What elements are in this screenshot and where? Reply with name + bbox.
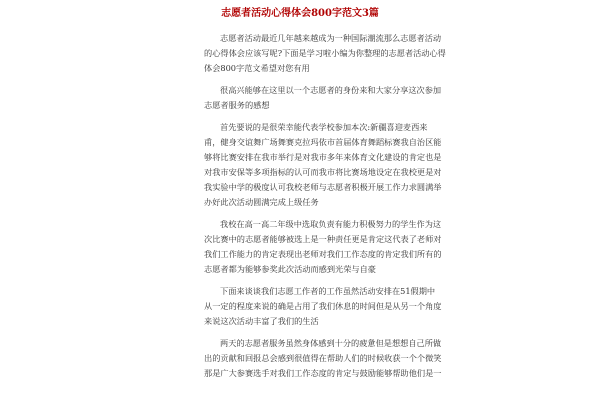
paragraph-work-description (204, 284, 442, 329)
text-line: 甫，健身交谊舞广场舞赛克拉玛依市首届体育舞蹈标赛我自治区能 (204, 137, 442, 147)
paragraph-intro (204, 31, 446, 76)
text-line: 办好此次活动圆满完成上级任务 (204, 197, 319, 207)
document-body (204, 31, 446, 388)
document-title: 志愿者活动心得体会800字范文3篇 (221, 8, 379, 19)
text-line: 从一定的程度来说的确是占用了我们休息的时间但是从另一个角度 (204, 301, 442, 311)
text-line: 两天的志愿者服务虽然身体感到十分的疲惫但是想想自己所做 (220, 338, 442, 348)
text-line: 出的贡献和回报总会感到很值得在帮助人们的时候收获一个个微笑 (204, 353, 442, 363)
paragraph-opening (204, 83, 442, 113)
text-line: 很高兴能够在这里以一个志愿者的身份来和大家分享这次参加 (220, 85, 442, 95)
paragraph-school-representation (204, 120, 442, 210)
text-line: 志愿者服务的感想 (204, 100, 270, 110)
text-line: 来说这次活动丰富了我们的生活 (204, 316, 319, 326)
text-line: 我实验中学的极度认可我校老师与志愿者积极开展工作力求圆满举 (204, 182, 442, 192)
text-line: 体会800字范文希望对您有用 (204, 63, 310, 73)
text-line: 下面来谈谈我们志愿工作者的工作虽然活动安排在51假期中 (220, 286, 436, 296)
text-line: 够将比赛安排在我市举行是对我市多年来体育文化建设的肯定也是 (204, 152, 442, 162)
text-line: 的心得体会应该写呢?下面是学习啦小编为你整理的志愿者活动心得 (204, 48, 446, 58)
text-line: 对我市安保等多项指标的认可而我市将比赛场地设定在我校更是对 (204, 167, 442, 177)
text-line: 那是广大参赛选手对我们工作态度的肯定与鼓励能够帮助他们是一 (204, 368, 442, 378)
paragraph-reflection (204, 336, 442, 381)
text-line: 我们工作能力的肯定表现出老师对我们工作态度的肯定我们所有的 (204, 249, 442, 259)
text-line: 首先要说的是很荣幸能代表学校参加本次:新疆喜迎麦西来 (220, 122, 428, 132)
paragraph-volunteer-selection (204, 217, 442, 277)
text-line: 我校在高一高二年级中选取负责有能力积极努力的学生作为这 (220, 219, 442, 229)
text-line: 志愿者都为能够参奖此次活动而感到光荣与自豪 (204, 264, 376, 274)
text-line: 次比赛中的志愿者能够被选上是一种责任更是肯定这代表了老师对 (204, 234, 442, 244)
text-line: 志愿者活动最近几年越来越成为一种国际潮流那么志愿者活动 (220, 33, 442, 43)
